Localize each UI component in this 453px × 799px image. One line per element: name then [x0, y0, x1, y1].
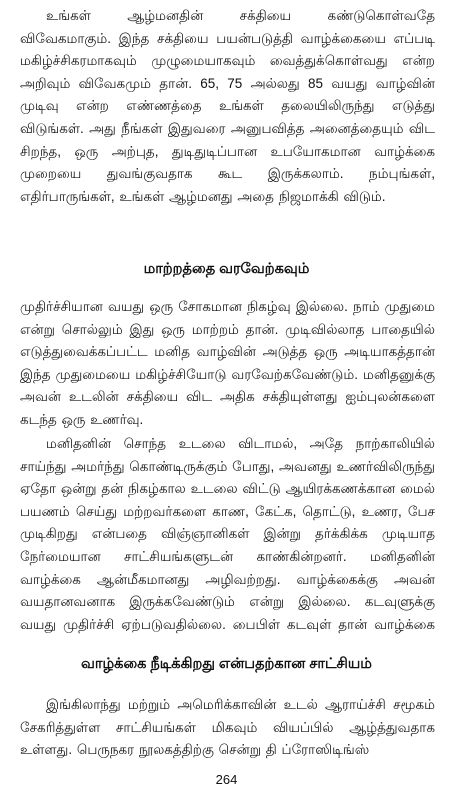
section-heading-changes: மாற்றத்தை வரவேற்கவும் — [143, 261, 310, 277]
body-paragraph-4: இங்கிலாந்து மற்றும் அமெரிக்காவின் உடல் ஆராய்ச்சி சமூகம் சேகரித்துள்ள சாட்சியங்கள் மிகவும் வியப்பில் ஆழ்த்துவதாக உள்ளது. பெருநகர நூலகத்திற்கு சென்று தி ப்ரோஸிடிங்ஸ் — [20, 697, 435, 758]
body-paragraph-3: மனிதனின் சொந்த உடலை விடாமல், அதே நாற்காலியில் சாய்ந்து அமர்ந்து கொண்டிருக்கும் போது, அவனது உணர்விலிருந்து ஏதோ ஒன்று தன் நிகழ்கால உடலை விட்டு ஆயிரக்கணக்கான மைல் பயணம் செய்து மற்றவர்களை காண, கேட்க, தொட்டு, உணர, பேச முடிகிறது என்பதை விஞ்ஞானிகள் இன்று தர்க்கிக்க முடியாத நேர்மையான சாட்சியங்களுடன் காண்கின்றனர். மனிதனின் வாழ்க்கை ஆன்மீகமானது அழிவற்றது. வாழ்க்கைக்கு அவன் வயதானவனாக இருக்கவேண்டும் என்று இல்லை. கடவுளுக்கு வயது முதிர்ச்சி ஏற்படுவதில்லை. பைபிள் கடவுள் தான் வாழ்க்கை — [20, 436, 435, 632]
section-heading-evidence: வாழ்க்கை நீடிக்கிறது என்பதற்கான சாட்சியம் — [81, 656, 372, 672]
body-paragraph-1: உங்கள் ஆழ்மனதின் சக்தியை கண்டுகொள்வதே விவேகமாகும். இந்த சக்தியை பயன்படுத்தி வாழ்க்கையை எப்படி மகிழ்ச்சிகரமாகவும் முழுமையாகவும் வைத்துக்கொள்வது என்ற அறிவும் விவேகமும் தான். 65, 75 அல்லது 85 வயது வாழ்வின் முடிவு என்ற எண்ணத்தை உங்கள் தலையிலிருந்து எடுத்து விடுங்கள். அது நீங்கள் இதுவரை அனுபவித்த அனைத்தையும் விட சிறந்த, ஒரு அற்புத, துடிதுடிப்பான உபயோகமான வாழ்க்கை முறையை துவங்குவதாக கூட இருக்கலாம். நம்புங்கள், எதிர்பாருங்கள், உங்கள் ஆழ்மனது அதை நிஜமாக்கி விடும். — [20, 8, 435, 204]
body-paragraph-2: முதிர்ச்சியான வயது ஒரு சோகமான நிகழ்வு இல்லை. நாம் முதுமை என்று சொல்லும் இது ஒரு மாற்றம் தான். முடிவில்லாத பாதையில் எடுத்துவைக்கப்பட்ட மனித வாழ்வின் அடுத்த ஒரு அடியாகத்தான் இந்த முதுமையை மகிழ்ச்சியோடு வரவேற்கவேண்டும். மனிதனுக்கு அவன் உடலின் சக்தியை விட அதிக சக்தியுள்ளது ஐம்புலன்களை கடந்த ஒரு உணர்வு. — [20, 299, 435, 427]
page-number: 264 — [215, 772, 238, 787]
